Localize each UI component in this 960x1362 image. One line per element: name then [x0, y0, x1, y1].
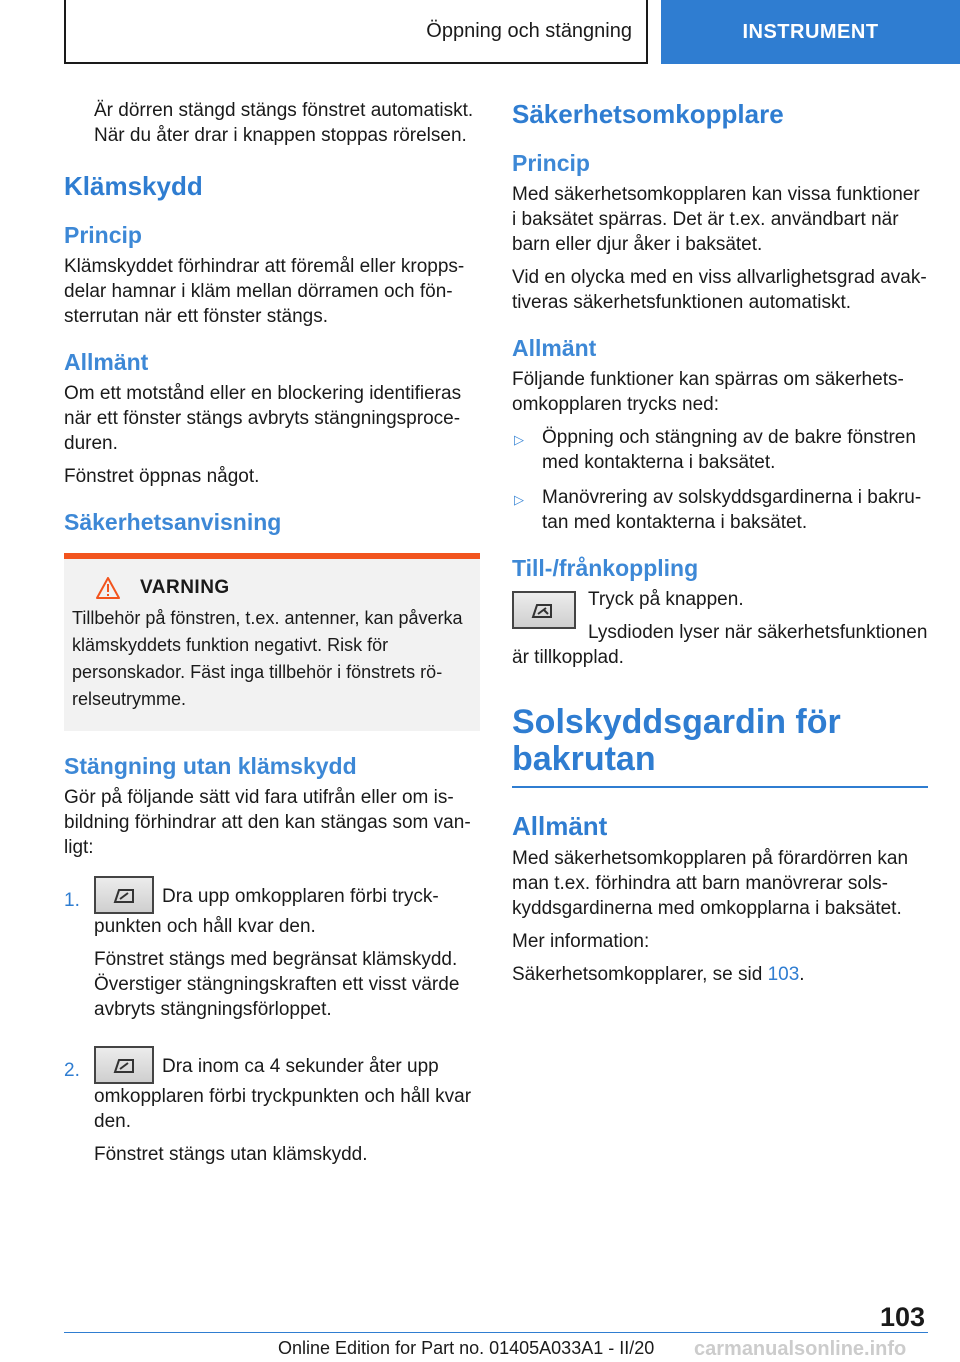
left-column — [64, 98, 480, 1181]
princip-right-paragraph-1: Med säkerhetsomkopplaren kan vissa funktioner i baksätet spärras. Det är t.ex. användbart när barn eller djur åker i baksätet. — [512, 184, 920, 255]
heading-sakerhetsanvisning: Säkerhetsanvisning — [64, 509, 282, 535]
heading-till-frankoppling: Till-/frånkoppling — [512, 555, 699, 581]
safety-switch-button-icon — [512, 591, 576, 629]
koppling-block — [512, 587, 928, 670]
stangning-intro: Gör på följande sätt vid fara utifrån eller om isbildning förhindrar att den kan stängas som vanligt: — [64, 787, 471, 858]
warning-box — [64, 553, 480, 731]
heading-sakerhetsomkopplare: Säkerhetsomkopplare — [512, 99, 784, 129]
step-1-text-line — [94, 876, 480, 939]
princip-right-paragraph-2: Vid en olycka med en viss allvarlighetsgrad avaktiveras säkerhetsfunktionen automatiskt. — [512, 267, 927, 313]
edition-footer: Online Edition for Part no. 01405A033A1 - II/20 — [278, 1338, 655, 1358]
step-1-note: Fönstret stängs med begränsat klämskydd. Överstiger stängningskraften ett visst värde avbryts stängningsförloppet. — [94, 949, 460, 1020]
reference-end: . — [799, 964, 805, 985]
heading-allmant-right: Allmänt — [512, 335, 597, 361]
header-chapter-box — [64, 0, 648, 64]
step-1-number: 1. — [64, 890, 80, 911]
heading-allmant: Allmänt — [64, 349, 149, 375]
warning-header — [96, 577, 470, 599]
section-tab-label: INSTRUMENT — [742, 20, 879, 43]
heading-princip: Princip — [64, 222, 142, 248]
list-item — [512, 425, 928, 475]
step-2-number: 2. — [64, 1060, 80, 1081]
list-item — [512, 485, 928, 535]
list-item-text: Manövrering av solskyddsgardinerna i bakrutan med kontakterna i baksätet. — [542, 487, 922, 533]
intro-paragraph: Är dörren stängd stängs fönstret automatiskt. När du åter drar i knappen stoppas rörelsen. — [94, 100, 474, 146]
koppling-paragraph-2: Lysdioden lyser när säkerhetsfunktionen är tillkopplad. — [512, 622, 928, 668]
allmant-right-paragraph: Följande funktioner kan spärras om säkerhetsomkopplaren trycks ned: — [512, 369, 904, 415]
list-item-text: Öppning och stängning av de bakre fönstren med kontakterna i baksätet. — [542, 427, 916, 473]
step-2-text-line — [94, 1046, 480, 1134]
window-switch-button-icon — [94, 876, 154, 914]
warning-triangle-icon — [96, 577, 120, 599]
heading-stangning: Stängning utan klämskydd — [64, 753, 357, 779]
triangle-bullet-icon: ▷ — [514, 492, 524, 507]
triangle-bullet-icon: ▷ — [514, 432, 524, 447]
heading-solskyddsgardin: Solskyddsgardin för bakrutan — [512, 704, 928, 788]
heading-allmant-solskydd: Allmänt — [512, 811, 608, 841]
solskydd-paragraph: Med säkerhetsomkopplaren på förardörren kan man t.ex. förhindra att barn manövrerar solskyddsgardinerna med omkopplarna i baksätet. — [512, 848, 909, 919]
locked-functions-list — [512, 425, 928, 535]
footer-divider — [64, 1332, 928, 1333]
warning-label: VARNING — [140, 577, 230, 598]
allmant-paragraph-2: Fönstret öppnas något. — [64, 466, 260, 487]
warning-text: Tillbehör på fönstren, t.ex. antenner, kan påverka klämskyddets funktion negativt. Risk för personskador. Fäst inga tillbehör i fönstrets rörelseutrymme. — [72, 608, 463, 709]
heading-princip-right: Princip — [512, 150, 590, 176]
reference-text: Säkerhetsomkopplarer, se sid — [512, 964, 768, 985]
reference-line — [512, 962, 928, 987]
step-1-text: Dra upp omkopplaren förbi tryckpunkten och håll kvar den. — [94, 886, 439, 937]
right-column — [512, 98, 928, 995]
allmant-paragraph-1: Om ett motstånd eller en blockering identifieras när ett fönster stängs avbryts stängningsproceduren. — [64, 383, 462, 454]
princip-paragraph: Klämskyddet förhindrar att föremål eller kroppsdelar hamnar i kläm mellan dörramen och fönsterrutan när ett fönster stängs. — [64, 256, 465, 327]
more-info-label: Mer information: — [512, 931, 650, 952]
page-reference-link[interactable]: 103 — [767, 964, 800, 985]
chapter-title: Öppning och stängning — [426, 19, 632, 42]
step-2 — [64, 1046, 480, 1175]
safety-switch-button — [512, 591, 576, 629]
step-1 — [64, 876, 480, 1030]
watermark: carmanualsonline.info — [688, 1338, 912, 1361]
heading-klamskydd: Klämskydd — [64, 171, 203, 201]
page-number: 103 — [880, 1302, 926, 1332]
koppling-paragraph-1: Tryck på knappen. — [588, 589, 744, 610]
step-2-note: Fönstret stängs utan klämskydd. — [94, 1144, 368, 1165]
window-switch-button-icon — [94, 1046, 154, 1084]
section-tab[interactable] — [661, 0, 960, 64]
step-2-text: Dra inom ca 4 sekunder åter upp omkopplaren förbi tryckpunkten och håll kvar den. — [94, 1056, 472, 1132]
